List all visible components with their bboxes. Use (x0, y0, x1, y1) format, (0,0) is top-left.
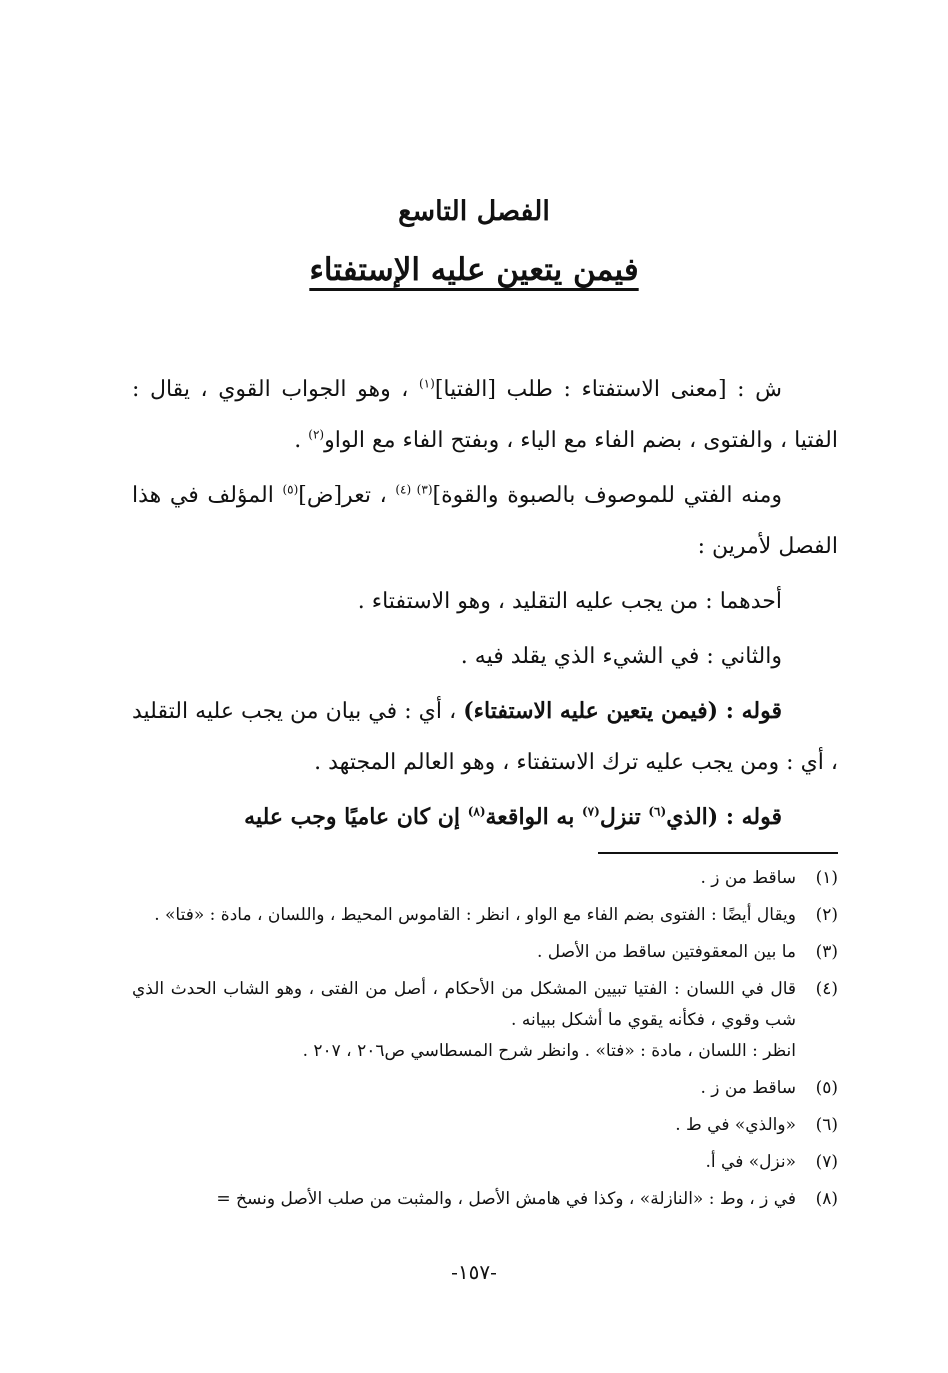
footnote-ref-4: (٤) (395, 482, 417, 497)
footnote-separator (598, 852, 838, 854)
footnotes (132, 863, 838, 1221)
footnote-text: قال في اللسان : الفتيا تبيين المشكل من الأحكام ، أصل من الفتى ، وهو الشاب الحدث الذي شب وقوي ، فكأنه يقوي ما أشكل ببيانه . (132, 979, 796, 1030)
footnote-number: (٦) (815, 1115, 838, 1135)
text-run: ، أي : في بيان من يجب عليه التقليد ، أي : ومن يجب عليه ترك الاستفتاء ، وهو العالم المجتهد . (132, 699, 838, 775)
text-run: قوله : (الذي (666, 804, 782, 830)
footnote-text: ساقط من ز . (700, 868, 796, 888)
quoted-phrase: قوله : (فيمن يتعين عليه الاستفتاء) (463, 698, 782, 724)
footnote-reference: انظر : اللسان ، مادة : «فتا» . وانظر شرح المسطاسي ص٢٠٦ ، ٢٠٧ . (302, 1041, 796, 1061)
text-run: المؤلف في هذا الفصل لأمرين : (132, 483, 838, 559)
footnote-number: (٨) (815, 1189, 838, 1209)
paragraph-1 (132, 364, 838, 466)
footnote-text: «نزل» في أ. (705, 1152, 796, 1172)
text-run: ، تعر[ض] (298, 483, 396, 508)
footnote-number: (٤) (815, 979, 838, 999)
footnote-number: (٢) (815, 905, 838, 925)
text-run: ش : [معنى الاستفتاء : طلب [الفتيا] (434, 377, 782, 402)
footnote-ref-7: (٧) (581, 804, 600, 819)
main-text (132, 364, 838, 847)
footnote-ref-2: (٢) (308, 427, 325, 442)
paragraph-3: أحدهما : من يجب عليه التقليد ، وهو الاستفتاء . (357, 589, 782, 614)
footnote-5 (132, 1073, 838, 1104)
footnote-number: (١) (815, 868, 838, 888)
footnote-4 (132, 974, 838, 1067)
footnote-ref-1: (١) (418, 376, 435, 391)
footnote-number: (٥) (815, 1078, 838, 1098)
footnote-number: (٣) (815, 942, 838, 962)
paragraph-2 (132, 470, 838, 572)
footnote-ref-3: (٣) (416, 482, 433, 497)
text-run: . (294, 428, 309, 453)
footnote-1 (132, 863, 838, 894)
page-number: -١٥٧- (451, 1260, 497, 1284)
paragraph-5 (132, 686, 838, 788)
footnote-text: ما بين المعقوفتين ساقط من الأصل . (536, 942, 796, 962)
footnote-number: (٧) (815, 1152, 838, 1172)
footnote-ref-5: (٥) (282, 482, 299, 497)
footnote-3 (132, 937, 838, 968)
footnote-text: «والذي» في ط . (675, 1115, 796, 1135)
chapter-title: الفصل التاسع (398, 196, 550, 227)
text-run: ومنه الفتي للموصوف بالصبوة والقوة] (432, 483, 782, 508)
text-run: ، وهو الجواب القوي ، يقال : الفتيا ، والفتوى ، بضم الفاء مع الياء ، وبفتح الفاء مع الواو (132, 377, 838, 453)
text-run: تنزل (599, 804, 649, 830)
footnote-ref-8: (٨) (467, 804, 486, 819)
footnote-body (132, 974, 796, 1067)
footnote-ref-6: (٦) (648, 804, 667, 819)
text-run: إن كان عاميًا وجب عليه (244, 804, 468, 830)
footnote-text: في ز ، وط : «النازلة» ، وكذا في هامش الأصل ، والمثبت من صلب الأصل ونسخ = (216, 1189, 796, 1209)
footnote-7 (132, 1147, 838, 1178)
chapter-subtitle: فيمن يتعين عليه الإستفتاء (309, 252, 639, 288)
footnote-8 (132, 1184, 838, 1215)
paragraph-6 (132, 792, 838, 843)
footnote-text: ويقال أيضًا : الفتوى بضم الفاء مع الواو ، انظر : القاموس المحيط ، واللسان ، مادة : «فتا» . (154, 905, 796, 925)
footnote-2 (132, 900, 838, 931)
quoted-phrase (244, 804, 782, 830)
text-run: به الواقعة (485, 804, 582, 830)
paragraph-4: والثاني : في الشيء الذي يقلد فيه . (460, 644, 782, 669)
footnote-text: ساقط من ز . (700, 1078, 796, 1098)
footnote-6 (132, 1110, 838, 1141)
